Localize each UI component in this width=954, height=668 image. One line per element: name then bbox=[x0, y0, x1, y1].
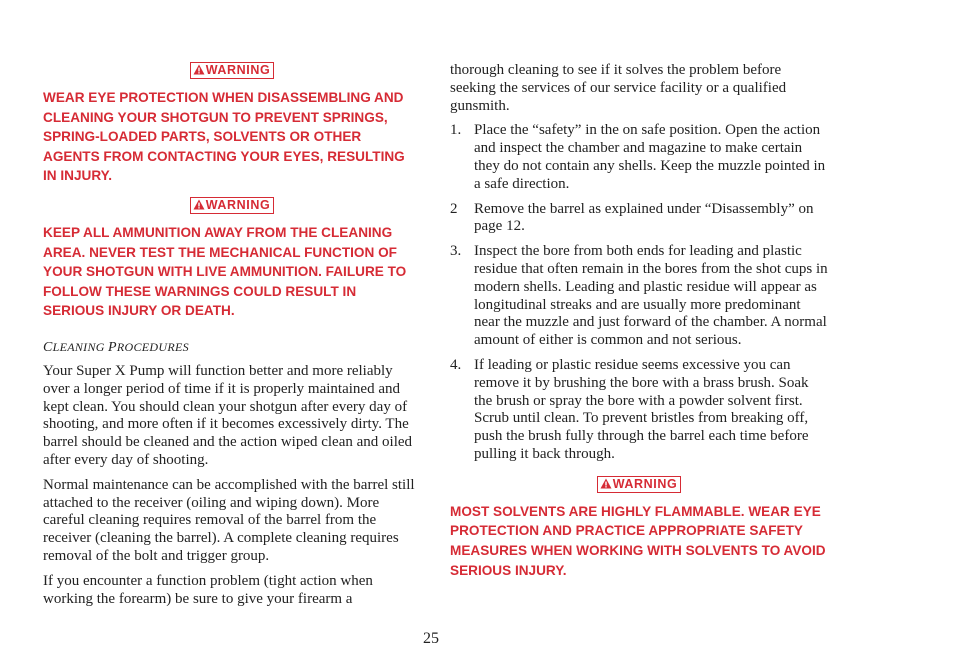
step-text: Place the “safety” in the on safe position. Open the action and inspect the chamber and magazine to make certain they do not contain any shells. Keep the muzzle pointed in a safe direction. bbox=[474, 122, 826, 192]
section-heading-cleaning-procedures: CLEANING PROCEDURES bbox=[43, 339, 189, 355]
step-number: 4. bbox=[450, 356, 462, 373]
warning-label: WARNING bbox=[205, 63, 271, 77]
warning-triangle-icon bbox=[193, 64, 205, 75]
warning-triangle-icon bbox=[193, 199, 205, 210]
step-number: 2 bbox=[450, 200, 458, 217]
step-number: 3. bbox=[450, 243, 462, 260]
cleaning-steps-list bbox=[450, 122, 828, 463]
paragraph-function-problem: If you encounter a function problem (tight action when working the forearm) be sure to give your firearm a bbox=[43, 572, 373, 607]
step-text: Inspect the bore from both ends for leading and plastic residue that often remain in the bores from the shot cups in modern shells. Leading and plastic residue will appear as longitudinal streaks and are usually more predominant near the muzzle and just forward of the chamber. A normal amount of either is common and not serious. bbox=[474, 243, 828, 349]
paragraph-intro: Your Super X Pump will function better and more reliably over a longer period of time if it is properly maintained and kept clean. You should clean your shotgun after every day of shooting, and more often if it becomes excessively dirty. The barrel should be cleaned and the action wiped clean and oiled after every day of shooting. bbox=[43, 362, 413, 468]
step-number: 1. bbox=[450, 122, 462, 139]
page-number: 25 bbox=[423, 630, 439, 647]
list-item bbox=[450, 243, 828, 350]
warning-badge bbox=[190, 62, 275, 79]
warning-badge bbox=[597, 476, 682, 493]
left-column bbox=[43, 62, 421, 608]
warning-label: WARNING bbox=[205, 197, 271, 212]
step-text: Remove the barrel as explained under “Disassembly” on page 12. bbox=[474, 200, 814, 235]
warning-text-ammunition: KEEP ALL AMMUNITION AWAY FROM THE CLEANING AREA. NEVER TEST THE MECHANICAL FUNCTION OF YOUR SHOTGUN WITH LIVE AMMUNITION. FAILURE TO FOLLOW THESE WARNINGS COULD RESULT IN SERIOUS INJURY OR DEATH. bbox=[43, 224, 407, 319]
paragraph-normal-maintenance: Normal maintenance can be accomplished with the barrel still attached to the receiver (oiling and wiping down). More careful cleaning requires removal of the barrel from the receiver (cleaning the barrel). A complete cleaning requires removal of the bolt and trigger group. bbox=[43, 476, 415, 564]
warning-text-eye-protection: WEAR EYE PROTECTION WHEN DISASSEMBLING AND CLEANING YOUR SHOTGUN TO PREVENT SPRINGS, SPRING-LOADED PARTS, SOLVENTS OR OTHER AGENTS FROM CONTACTING YOUR EYES, RESULTING IN INJURY. bbox=[43, 90, 405, 184]
warning-label: WARNING bbox=[612, 476, 678, 491]
warning-badge-1-wrap bbox=[43, 62, 421, 79]
step-text: If leading or plastic residue seems excessive you can remove it by brushing the bore with a brass brush. Soak the brush or spray the bore with a powder solvent first. Scrub until clean. To prevent bristles from breaking off, push the brush fully through the barrel each time before pulling it back through. bbox=[474, 356, 809, 462]
list-item bbox=[450, 201, 828, 237]
paragraph-continuation: thorough cleaning to see if it solves the problem before seeking the services of our service facility or a qualified gunsmith. bbox=[450, 62, 787, 114]
warning-text-solvents: MOST SOLVENTS ARE HIGHLY FLAMMABLE. WEAR EYE PROTECTION AND PRACTICE APPROPRIATE SAFETY MEASURES WHEN WORKING WITH SOLVENTS TO AVOID SERIOUS INJURY. bbox=[450, 503, 826, 578]
right-column bbox=[450, 62, 828, 580]
list-item bbox=[450, 357, 828, 464]
list-item bbox=[450, 122, 828, 193]
warning-badge-2-wrap bbox=[43, 197, 421, 214]
warning-badge bbox=[190, 197, 275, 214]
warning-triangle-icon bbox=[600, 478, 612, 489]
warning-badge-3-wrap bbox=[450, 476, 828, 493]
